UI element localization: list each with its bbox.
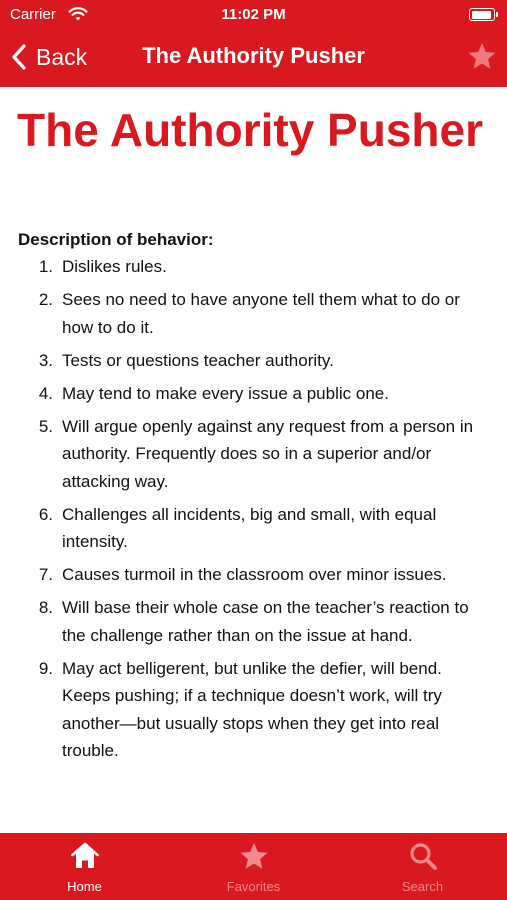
top-bar	[0, 0, 507, 87]
behavior-number: 3.	[38, 350, 53, 370]
search-icon	[408, 841, 438, 871]
battery-icon	[469, 8, 495, 21]
tab-bar	[0, 833, 507, 900]
back-label: Back	[36, 43, 88, 70]
status-bar	[0, 0, 507, 30]
star-icon	[239, 841, 269, 871]
behavior-number: 7.	[38, 565, 53, 584]
behavior-text: May act belligerent, but unlike the defier, will bend. Keeps pushing; if a technique doesn’t work, will try another—but usually stops when they get into real trouble.	[62, 658, 442, 760]
description-heading: Description of behavior:	[18, 230, 214, 249]
navigation-bar	[0, 30, 507, 87]
clock: 11:02 PM	[221, 6, 286, 23]
behavior-number: 5.	[38, 416, 53, 436]
behavior-item	[0, 347, 507, 375]
behavior-number: 8.	[38, 598, 53, 617]
behavior-number: 4.	[38, 383, 53, 403]
behavior-item	[0, 380, 507, 408]
behavior-text: Challenges all incidents, big and small, with equal intensity.	[62, 504, 437, 551]
behavior-list	[0, 253, 507, 770]
behavior-text: Will argue openly against any request from a person in authority. Frequently does so in a superior and/or attacking way.	[62, 416, 474, 491]
tab-favorites-label: Favorites	[226, 879, 281, 894]
behavior-text: Will base their whole case on the teacher’s reaction to the challenge rather than on the issue at hand.	[62, 598, 469, 645]
behavior-number: 1.	[38, 257, 53, 276]
nav-title: The Authority Pusher	[142, 43, 365, 68]
tab-home-label: Home	[67, 879, 102, 894]
favorite-star-button[interactable]	[467, 41, 497, 71]
behavior-item	[0, 286, 507, 341]
behavior-text: Sees no need to have anyone tell them what to do or how to do it.	[62, 290, 460, 337]
behavior-text: Tests or questions teacher authority.	[62, 350, 334, 370]
behavior-item	[0, 413, 507, 496]
behavior-item	[0, 655, 507, 765]
home-icon	[70, 841, 100, 871]
tab-home[interactable]	[0, 833, 169, 900]
behavior-text: Dislikes rules.	[62, 257, 167, 276]
tab-favorites[interactable]	[169, 833, 338, 900]
behavior-number: 9.	[38, 658, 53, 678]
behavior-text: Causes turmoil in the classroom over minor issues.	[62, 565, 447, 584]
behavior-item	[0, 561, 507, 589]
behavior-item	[0, 501, 507, 556]
content-area[interactable]	[0, 87, 507, 833]
tab-search-label: Search	[401, 879, 444, 894]
behavior-number: 6.	[38, 504, 53, 524]
behavior-text: May tend to make every issue a public one.	[62, 383, 389, 403]
behavior-item	[0, 594, 507, 649]
behavior-item	[0, 253, 507, 281]
page-title: The Authority Pusher	[17, 104, 483, 156]
carrier-label: Carrier	[10, 6, 56, 23]
behavior-number: 2.	[38, 290, 53, 309]
tab-search[interactable]	[338, 833, 507, 900]
